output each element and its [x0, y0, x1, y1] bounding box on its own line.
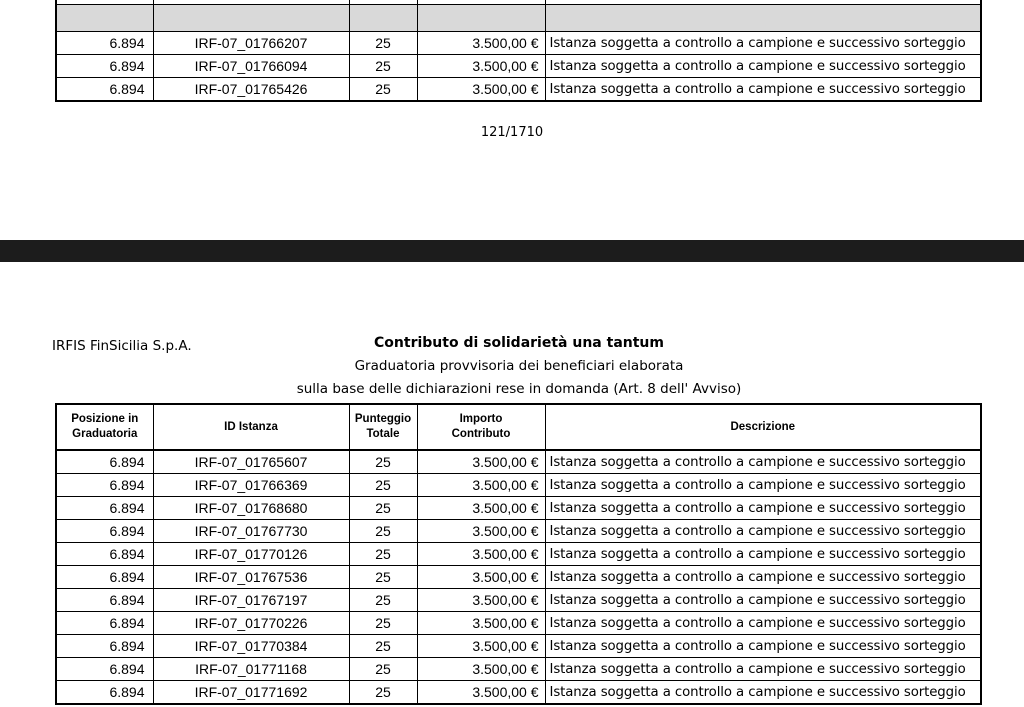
cell-id-istanza: IRF-07_01770126 — [153, 543, 349, 566]
cell-id-istanza: IRF-07_01766094 — [153, 55, 349, 78]
table-row — [56, 497, 981, 520]
cell-posizione: 6.894 — [56, 612, 153, 635]
cell-descrizione: Istanza soggetta a controllo a campione e successivo sorteggio — [545, 474, 981, 497]
cell-importo: 3.500,00 € — [417, 474, 545, 497]
cell-descrizione: Istanza soggetta a controllo a campione e successivo sorteggio — [545, 32, 981, 55]
cell-punteggio: 25 — [349, 612, 417, 635]
cell-id-istanza: IRF-07_01765426 — [153, 78, 349, 102]
cell-posizione: 6.894 — [56, 589, 153, 612]
cell-importo: 3.500,00 € — [417, 612, 545, 635]
cell-punteggio: 25 — [349, 589, 417, 612]
cell-id-istanza: IRF-07_01771692 — [153, 681, 349, 705]
cell-importo: 3.500,00 € — [417, 55, 545, 78]
cell-descrizione: Istanza soggetta a controllo a campione e successivo sorteggio — [545, 681, 981, 705]
cell-descrizione: Istanza soggetta a controllo a campione e successivo sorteggio — [545, 566, 981, 589]
cell-descrizione: Istanza soggetta a controllo a campione e successivo sorteggio — [545, 450, 981, 474]
cell-importo: 3.500,00 € — [417, 543, 545, 566]
table-row — [56, 78, 981, 102]
table-row — [56, 612, 981, 635]
cell-posizione: 6.894 — [56, 566, 153, 589]
cell-punteggio: 25 — [349, 658, 417, 681]
column-header-importo: Importo Contributo — [417, 404, 545, 450]
cell-posizione: 6.894 — [56, 681, 153, 705]
cell-importo: 3.500,00 € — [417, 497, 545, 520]
table-row — [56, 32, 981, 55]
page-number: 121/1710 — [480, 125, 544, 140]
cell-punteggio: 25 — [349, 497, 417, 520]
cell-id-istanza: IRF-07_01767536 — [153, 566, 349, 589]
previous-page-fragment — [0, 0, 1024, 240]
cell-descrizione: Istanza soggetta a controllo a campione e successivo sorteggio — [545, 543, 981, 566]
table-row — [56, 635, 981, 658]
cell-id-istanza: IRF-07_01768680 — [153, 497, 349, 520]
cell-descrizione: Istanza soggetta a controllo a campione e successivo sorteggio — [545, 497, 981, 520]
cell-id-istanza: IRF-07_01767197 — [153, 589, 349, 612]
table-row — [56, 566, 981, 589]
column-header-descrizione: Descrizione — [545, 404, 981, 450]
cell-descrizione: Istanza soggetta a controllo a campione e successivo sorteggio — [545, 520, 981, 543]
column-header-id-istanza: ID Istanza — [153, 404, 349, 450]
cell-punteggio: 25 — [349, 681, 417, 705]
cell-importo: 3.500,00 € — [417, 635, 545, 658]
cell-descrizione: Istanza soggetta a controllo a campione e successivo sorteggio — [545, 78, 981, 102]
cell-id-istanza: IRF-07_01770226 — [153, 612, 349, 635]
cell-importo: 3.500,00 € — [417, 681, 545, 705]
cell-punteggio: 25 — [349, 78, 417, 102]
cell-importo: 3.500,00 € — [417, 520, 545, 543]
document-subtitle-line2: sulla base delle dichiarazioni rese in domanda (Art. 8 dell' Avviso) — [296, 381, 742, 397]
cell-posizione: 6.894 — [56, 78, 153, 102]
cell-id-istanza: IRF-07_01766207 — [153, 32, 349, 55]
cell-punteggio: 25 — [349, 450, 417, 474]
cell-importo: 3.500,00 € — [417, 78, 545, 102]
cell-punteggio: 25 — [349, 520, 417, 543]
cell-importo: 3.500,00 € — [417, 32, 545, 55]
table-row — [56, 520, 981, 543]
cell-posizione: 6.894 — [56, 474, 153, 497]
previous-page-table — [55, 0, 982, 102]
document-subtitle-line1: Graduatoria provvisoria dei beneficiari elaborata — [354, 358, 684, 374]
graduatoria-table — [55, 403, 982, 705]
cell-punteggio: 25 — [349, 635, 417, 658]
table-row — [56, 658, 981, 681]
cell-posizione: 6.894 — [56, 32, 153, 55]
cell-punteggio: 25 — [349, 55, 417, 78]
table-row — [56, 589, 981, 612]
column-header-punteggio: Punteggio Totale — [349, 404, 417, 450]
table-row — [56, 543, 981, 566]
cell-punteggio: 25 — [349, 32, 417, 55]
cell-posizione: 6.894 — [56, 635, 153, 658]
cell-punteggio: 25 — [349, 543, 417, 566]
cell-posizione: 6.894 — [56, 497, 153, 520]
cell-descrizione: Istanza soggetta a controllo a campione e successivo sorteggio — [545, 612, 981, 635]
table-row — [56, 450, 981, 474]
cell-id-istanza: IRF-07_01765607 — [153, 450, 349, 474]
table-row — [56, 681, 981, 705]
cell-posizione: 6.894 — [56, 658, 153, 681]
cell-punteggio: 25 — [349, 566, 417, 589]
table-header-row — [56, 404, 981, 450]
table-row — [56, 5, 981, 32]
cell-posizione: 6.894 — [56, 520, 153, 543]
table-row — [56, 55, 981, 78]
document-title: Contributo di solidarietà una tantum — [374, 335, 664, 351]
column-header-posizione: Posizione in Graduatoria — [56, 404, 153, 450]
cell-posizione: 6.894 — [56, 450, 153, 474]
cell-id-istanza: IRF-07_01771168 — [153, 658, 349, 681]
cell-importo: 3.500,00 € — [417, 589, 545, 612]
page-separator — [0, 240, 1024, 262]
cell-descrizione: Istanza soggetta a controllo a campione e successivo sorteggio — [545, 589, 981, 612]
cell-id-istanza: IRF-07_01766369 — [153, 474, 349, 497]
company-name: IRFIS FinSicilia S.p.A. — [52, 338, 192, 354]
cell-id-istanza: IRF-07_01767730 — [153, 520, 349, 543]
cell-importo: 3.500,00 € — [417, 658, 545, 681]
cell-punteggio: 25 — [349, 474, 417, 497]
cell-descrizione: Istanza soggetta a controllo a campione e successivo sorteggio — [545, 55, 981, 78]
cell-importo: 3.500,00 € — [417, 450, 545, 474]
cell-importo: 3.500,00 € — [417, 566, 545, 589]
cell-descrizione: Istanza soggetta a controllo a campione e successivo sorteggio — [545, 658, 981, 681]
cell-posizione: 6.894 — [56, 55, 153, 78]
cell-descrizione: Istanza soggetta a controllo a campione e successivo sorteggio — [545, 635, 981, 658]
table-row — [56, 474, 981, 497]
cell-id-istanza: IRF-07_01770384 — [153, 635, 349, 658]
cell-posizione: 6.894 — [56, 543, 153, 566]
